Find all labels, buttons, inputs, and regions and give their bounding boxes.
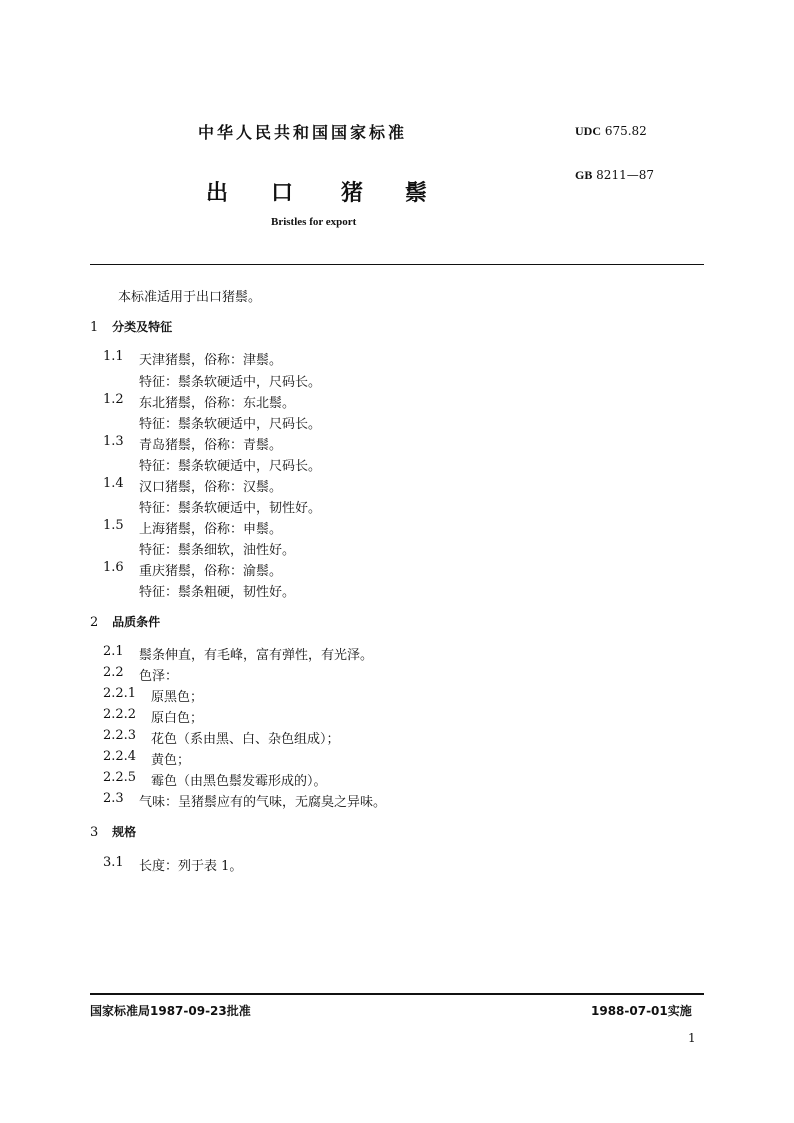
clause-text: 原白色； <box>151 711 204 726</box>
clause-text: 霉色（由黑色鬃发霉形成的）。 <box>151 774 327 789</box>
clause-text: 花色（系由黑、白、杂色组成）； <box>151 732 340 747</box>
clause-number: 1.4 <box>103 476 124 491</box>
standard-name: 中华人民共和国国家标准 <box>198 123 408 142</box>
clause-number: 2.3 <box>103 791 124 806</box>
clause-1-6-feature: 特征：鬃条粗硬，韧性好。 <box>139 585 296 600</box>
title-char-4: 鬃 <box>405 181 428 206</box>
footer-rule <box>90 993 704 995</box>
gb-value: 8211—87 <box>596 168 654 182</box>
clause-name: 东北猪鬃，俗称：东北鬃。 <box>139 396 296 411</box>
section-3-title: 规格 <box>112 825 137 839</box>
section-1-heading <box>90 318 172 335</box>
clause-number: 2.2.3 <box>103 728 137 743</box>
clause-number: 1.3 <box>103 434 124 449</box>
scope-statement: 本标准适用于出口猪鬃。 <box>118 290 262 305</box>
section-3-number: 3 <box>90 825 99 840</box>
clause-text: 原黑色； <box>151 690 204 705</box>
clause-text: 气味：呈猪鬃应有的气味，无腐臭之异味。 <box>139 795 387 810</box>
clause-number: 1.2 <box>103 392 124 407</box>
gb-label: GB <box>575 168 593 182</box>
clause-text: 黄色； <box>151 753 191 768</box>
clause-1-2-feature: 特征：鬃条软硬适中，尺码长。 <box>139 417 322 432</box>
clause-text: 鬃条伸直，有毛峰，富有弹性，有光泽。 <box>139 648 374 663</box>
section-2-number: 2 <box>90 615 99 630</box>
section-2-title: 品质条件 <box>112 615 161 629</box>
clause-number: 2.2.1 <box>103 686 137 701</box>
english-subtitle: Bristles for export <box>271 216 357 228</box>
page-number: 1 <box>688 1031 696 1045</box>
clause-name: 汉口猪鬃，俗称：汉鬃。 <box>139 480 283 495</box>
udc-label: UDC <box>575 124 601 138</box>
section-1-number: 1 <box>90 320 99 335</box>
clause-number: 2.2.2 <box>103 707 137 722</box>
clause-number: 2.2 <box>103 665 124 680</box>
clause-1-1-feature: 特征：鬃条软硬适中，尺码长。 <box>139 375 322 390</box>
clause-1-4-feature: 特征：鬃条软硬适中，韧性好。 <box>139 501 322 516</box>
title-char-2: 口 <box>271 181 294 206</box>
clause-1-5-feature: 特征：鬃条细软，油性好。 <box>139 543 296 558</box>
clause-number: 1.1 <box>103 349 124 364</box>
clause-number: 2.1 <box>103 644 124 659</box>
clause-1-3-feature: 特征：鬃条软硬适中，尺码长。 <box>139 459 322 474</box>
clause-name: 上海猪鬃，俗称：申鬃。 <box>139 522 283 537</box>
udc-value: 675.82 <box>604 124 647 138</box>
clause-number: 2.2.5 <box>103 770 137 785</box>
clause-name: 青岛猪鬃，俗称：青鬃。 <box>139 438 283 453</box>
clause-number: 2.2.4 <box>103 749 137 764</box>
clause-text: 色泽： <box>139 669 179 684</box>
clause-name: 重庆猪鬃，俗称：渝鬃。 <box>139 564 283 579</box>
gb-code <box>575 168 654 183</box>
section-2-heading <box>90 613 160 630</box>
effective-date: 1988-07-01实施 <box>591 1004 692 1018</box>
title-char-1: 出 <box>206 181 229 206</box>
approval-date: 国家标准局1987-09-23批准 <box>90 1004 251 1018</box>
udc-code <box>575 124 647 139</box>
header-rule <box>90 264 704 265</box>
clause-number: 1.5 <box>103 518 124 533</box>
title-char-3: 猪 <box>341 181 364 206</box>
section-3-heading <box>90 823 136 840</box>
clause-text: 长度：列于表 1。 <box>139 859 243 874</box>
clause-name: 天津猪鬃，俗称：津鬃。 <box>139 353 283 368</box>
section-1-title: 分类及特征 <box>112 320 173 334</box>
clause-number: 3.1 <box>103 855 124 870</box>
clause-number: 1.6 <box>103 560 124 575</box>
